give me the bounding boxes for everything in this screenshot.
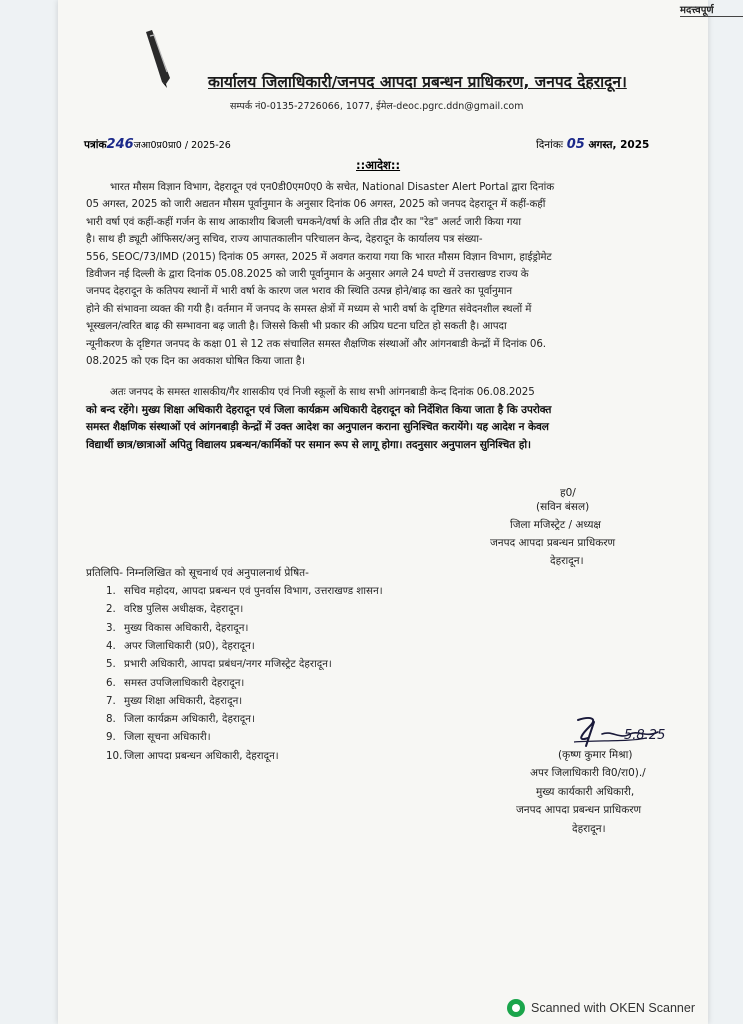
- list-item-number: 5.: [106, 658, 116, 671]
- list-item-number: 6.: [106, 676, 116, 689]
- contact-line: सम्पर्क नं0-0135-2726066, 1077, ईमेल-deoc.pgrc.ddn@gmail.com: [230, 101, 524, 112]
- list-item-number: 9.: [106, 731, 116, 744]
- paragraph-line: को बन्द रहेंगे। मुख्य शिक्षा अधिकारी देहरादून एवं जिला कार्यक्रम अधिकारी देहरादून को निर्देशित किया जाता है कि उपरोक्त: [86, 403, 552, 416]
- list-item-number: 7.: [106, 694, 116, 707]
- paragraph-line: भारी वर्षा एवं कहीं-कहीं गर्जन के साथ आकाशीय बिजली चमकने/वर्षा के अति तीव्र दौर का "रेड" अलर्ट जारी किया गया: [86, 215, 521, 228]
- list-item: [106, 730, 211, 744]
- list-item: [106, 639, 255, 653]
- signatory-designation: जिला मजिस्ट्रेट / अध्यक्ष: [510, 519, 601, 531]
- list-item-number: 2.: [106, 603, 116, 616]
- paragraph-line: अतः जनपद के समस्त शासकीय/गैर शासकीय एवं निजी स्कूलों के साथ सभी आंगनबाडी केन्द दिनांक 06.08.2025: [110, 386, 535, 398]
- signatory2-designation: अपर जिलाधिकारी वि0/रा0)./: [530, 767, 646, 779]
- office-title: कार्यालय जिलाधिकारी/जनपद आपदा प्रबन्धन प्राधिकरण, जनपद देहरादून।: [208, 73, 627, 91]
- corner-note: मदत्त्वपूर्ण: [680, 5, 714, 16]
- handwritten-date: 5.8.25: [624, 728, 666, 743]
- paragraph-line: भारत मौसम विज्ञान विभाग, देहरादून एवं एन0डी0एम0ए0 के सचेत, National Disaster Alert Portal द्वारा दिनांक: [110, 181, 555, 193]
- list-item: [106, 749, 279, 763]
- list-item: [106, 621, 248, 635]
- paragraph-line: जनपद देहरादून के कतिपय स्थानों में भारी वर्षा के कारण जल भराव की स्थिति उत्पन्न होने/बाढ़ का खतरे का पूर्वानुमान: [86, 285, 512, 298]
- list-item-text: सचिव महोदय, आपदा प्रबन्धन एवं पुनर्वास विभाग, उत्तराखण्ड शासन।: [124, 585, 383, 597]
- list-item-number: 4.: [106, 639, 116, 652]
- paragraph-line: होने की संभावना व्यक्त की गयी है। वर्तमान में जनपद के समस्त क्षेत्रों में मध्यम से भारी वर्षा के दृष्टिगत संवेदनशील स्थलों में: [86, 302, 532, 315]
- list-item: [106, 712, 255, 726]
- list-item-text: जिला आपदा प्रबन्धन अधिकारी, देहरादून।: [124, 749, 279, 762]
- date-day: 05: [566, 137, 585, 152]
- list-item-number: 8.: [106, 713, 116, 726]
- cc-heading: प्रतिलिपि- निम्नलिखित को सूचनार्थ एवं अनुपालनार्थ प्रेषित-: [86, 567, 309, 579]
- reference-date: [536, 137, 649, 152]
- list-item-text: जिला सूचना अधिकारी।: [124, 731, 211, 744]
- signatory-name: (सविन बंसल): [536, 501, 590, 513]
- scanner-logo-icon: [507, 999, 525, 1017]
- paragraph-line: न्यूनीकरण के दृष्टिगत जनपद के कक्षा 01 से 12 तक संचालित समस्त शैक्षणिक संस्थाओं और आंगनबाडी केन्द्रों में दिनांक 06.: [86, 337, 546, 350]
- paragraph-line: है। साथ ही ड्यूटी ऑफिसर/अनु सचिव, राज्य आपातकालीन परिचालन केन्द, देहरादून के कार्यालय पत्र संख्या-: [86, 233, 483, 246]
- paragraph-line: 556, SEOC/73/IMD (2015) दिनांक 05 अगस्त, 2025 में अवगत कराया गया कि भारत मौसम विज्ञान विभाग, हाईड्रोमेट: [86, 250, 552, 263]
- signatory2-name: (कृष्ण कुमार मिश्रा): [558, 749, 633, 761]
- document-sheet: [58, 0, 714, 1024]
- list-item-number: 1.: [106, 585, 116, 597]
- signatory-place: देहरादून।: [550, 555, 584, 567]
- pen-emblem-icon: [140, 26, 176, 88]
- list-item: [106, 602, 243, 616]
- date-rest: अगस्त, 2025: [588, 139, 650, 151]
- signature-sd: ह0/: [560, 487, 576, 499]
- signatory2-place: देहरादून।: [572, 823, 606, 835]
- list-item: [106, 694, 242, 708]
- paragraph-line: भूस्खलन/त्वरित बाढ़ की सम्भावना बढ़ जाती है। जिससे किसी भी प्रकार की अप्रिय घटना घटित हो सकती है। आपदा: [86, 320, 507, 333]
- paragraph-line: समस्त शैक्षणिक संस्थाओं एवं आंगनबाड़ी केन्द्रों में उक्त आदेश का अनुपालन कराना सुनिश्चित करायेंगे। यह आदेश न केवल: [86, 421, 549, 434]
- reference-prefix: पत्रांक: [84, 139, 107, 151]
- date-label: दिनांकः: [536, 139, 564, 151]
- list-item-text: समस्त उपजिलाधिकारी देहरादून।: [124, 676, 245, 689]
- list-item-number: 10.: [106, 749, 123, 762]
- signatory2-authority: जनपद आपदा प्रबन्धन प्राधिकरण: [516, 804, 642, 816]
- list-item-text: जिला कार्यक्रम अधिकारी, देहरादून।: [124, 713, 255, 726]
- list-item-text: अपर जिलाधिकारी (प्र0), देहरादून।: [124, 639, 255, 652]
- reference-number: [84, 137, 231, 152]
- list-item: [106, 676, 244, 690]
- scanner-text: Scanned with OKEN Scanner: [531, 1001, 695, 1015]
- corner-note-underline: [680, 16, 743, 17]
- order-title: ::आदेश::: [356, 158, 401, 172]
- reference-suffix: जआ0प्र0प्रा0 / 2025-26: [133, 140, 231, 151]
- paragraph-line: 08.2025 को एक दिन का अवकाश घोषित किया जाता है।: [86, 355, 305, 367]
- paragraph-line: डिवीजन नई दिल्ली के द्वारा दिनांक 05.08.2025 को जारी पूर्वानुमान के अनुसार अगले 24 घण्टो में उत्तराखण्ड राज्य के: [86, 268, 529, 280]
- list-item: [106, 657, 332, 671]
- paragraph-line: विद्यार्थी छात्र/छात्राओं अपितु विद्यालय प्रबन्धन/कार्मिकों पर समान रूप से लागू होगा। तदनुसार अनुपालन सुनिश्चित हो।: [86, 438, 531, 451]
- scanner-watermark: [507, 998, 695, 1018]
- signatory-authority: जनपद आपदा प्रबन्धन प्राधिकरण: [490, 537, 616, 549]
- paragraph-line: 05 अगस्त, 2025 को जारी अद्यतन मौसम पूर्वानुमान के अनुसार दिनांक 06 अगस्त, 2025 को जनपद देहरादून में कहीं-कहीं: [86, 198, 546, 211]
- reference-handwritten-number: 246: [106, 137, 134, 152]
- list-item-text: मुख्य शिक्षा अधिकारी, देहरादून।: [124, 694, 243, 707]
- list-item-number: 3.: [106, 621, 116, 634]
- list-item-text: मुख्य विकास अधिकारी, देहरादून।: [124, 621, 249, 634]
- list-item: [106, 584, 383, 598]
- signatory2-role: मुख्य कार्यकारी अधिकारी,: [536, 786, 635, 798]
- list-item-text: प्रभारी अधिकारी, आपदा प्रबंधन/नगर मजिस्ट्रेट देहरादून।: [124, 658, 332, 671]
- list-item-text: वरिष्ठ पुलिस अधीक्षक, देहरादून।: [124, 603, 244, 616]
